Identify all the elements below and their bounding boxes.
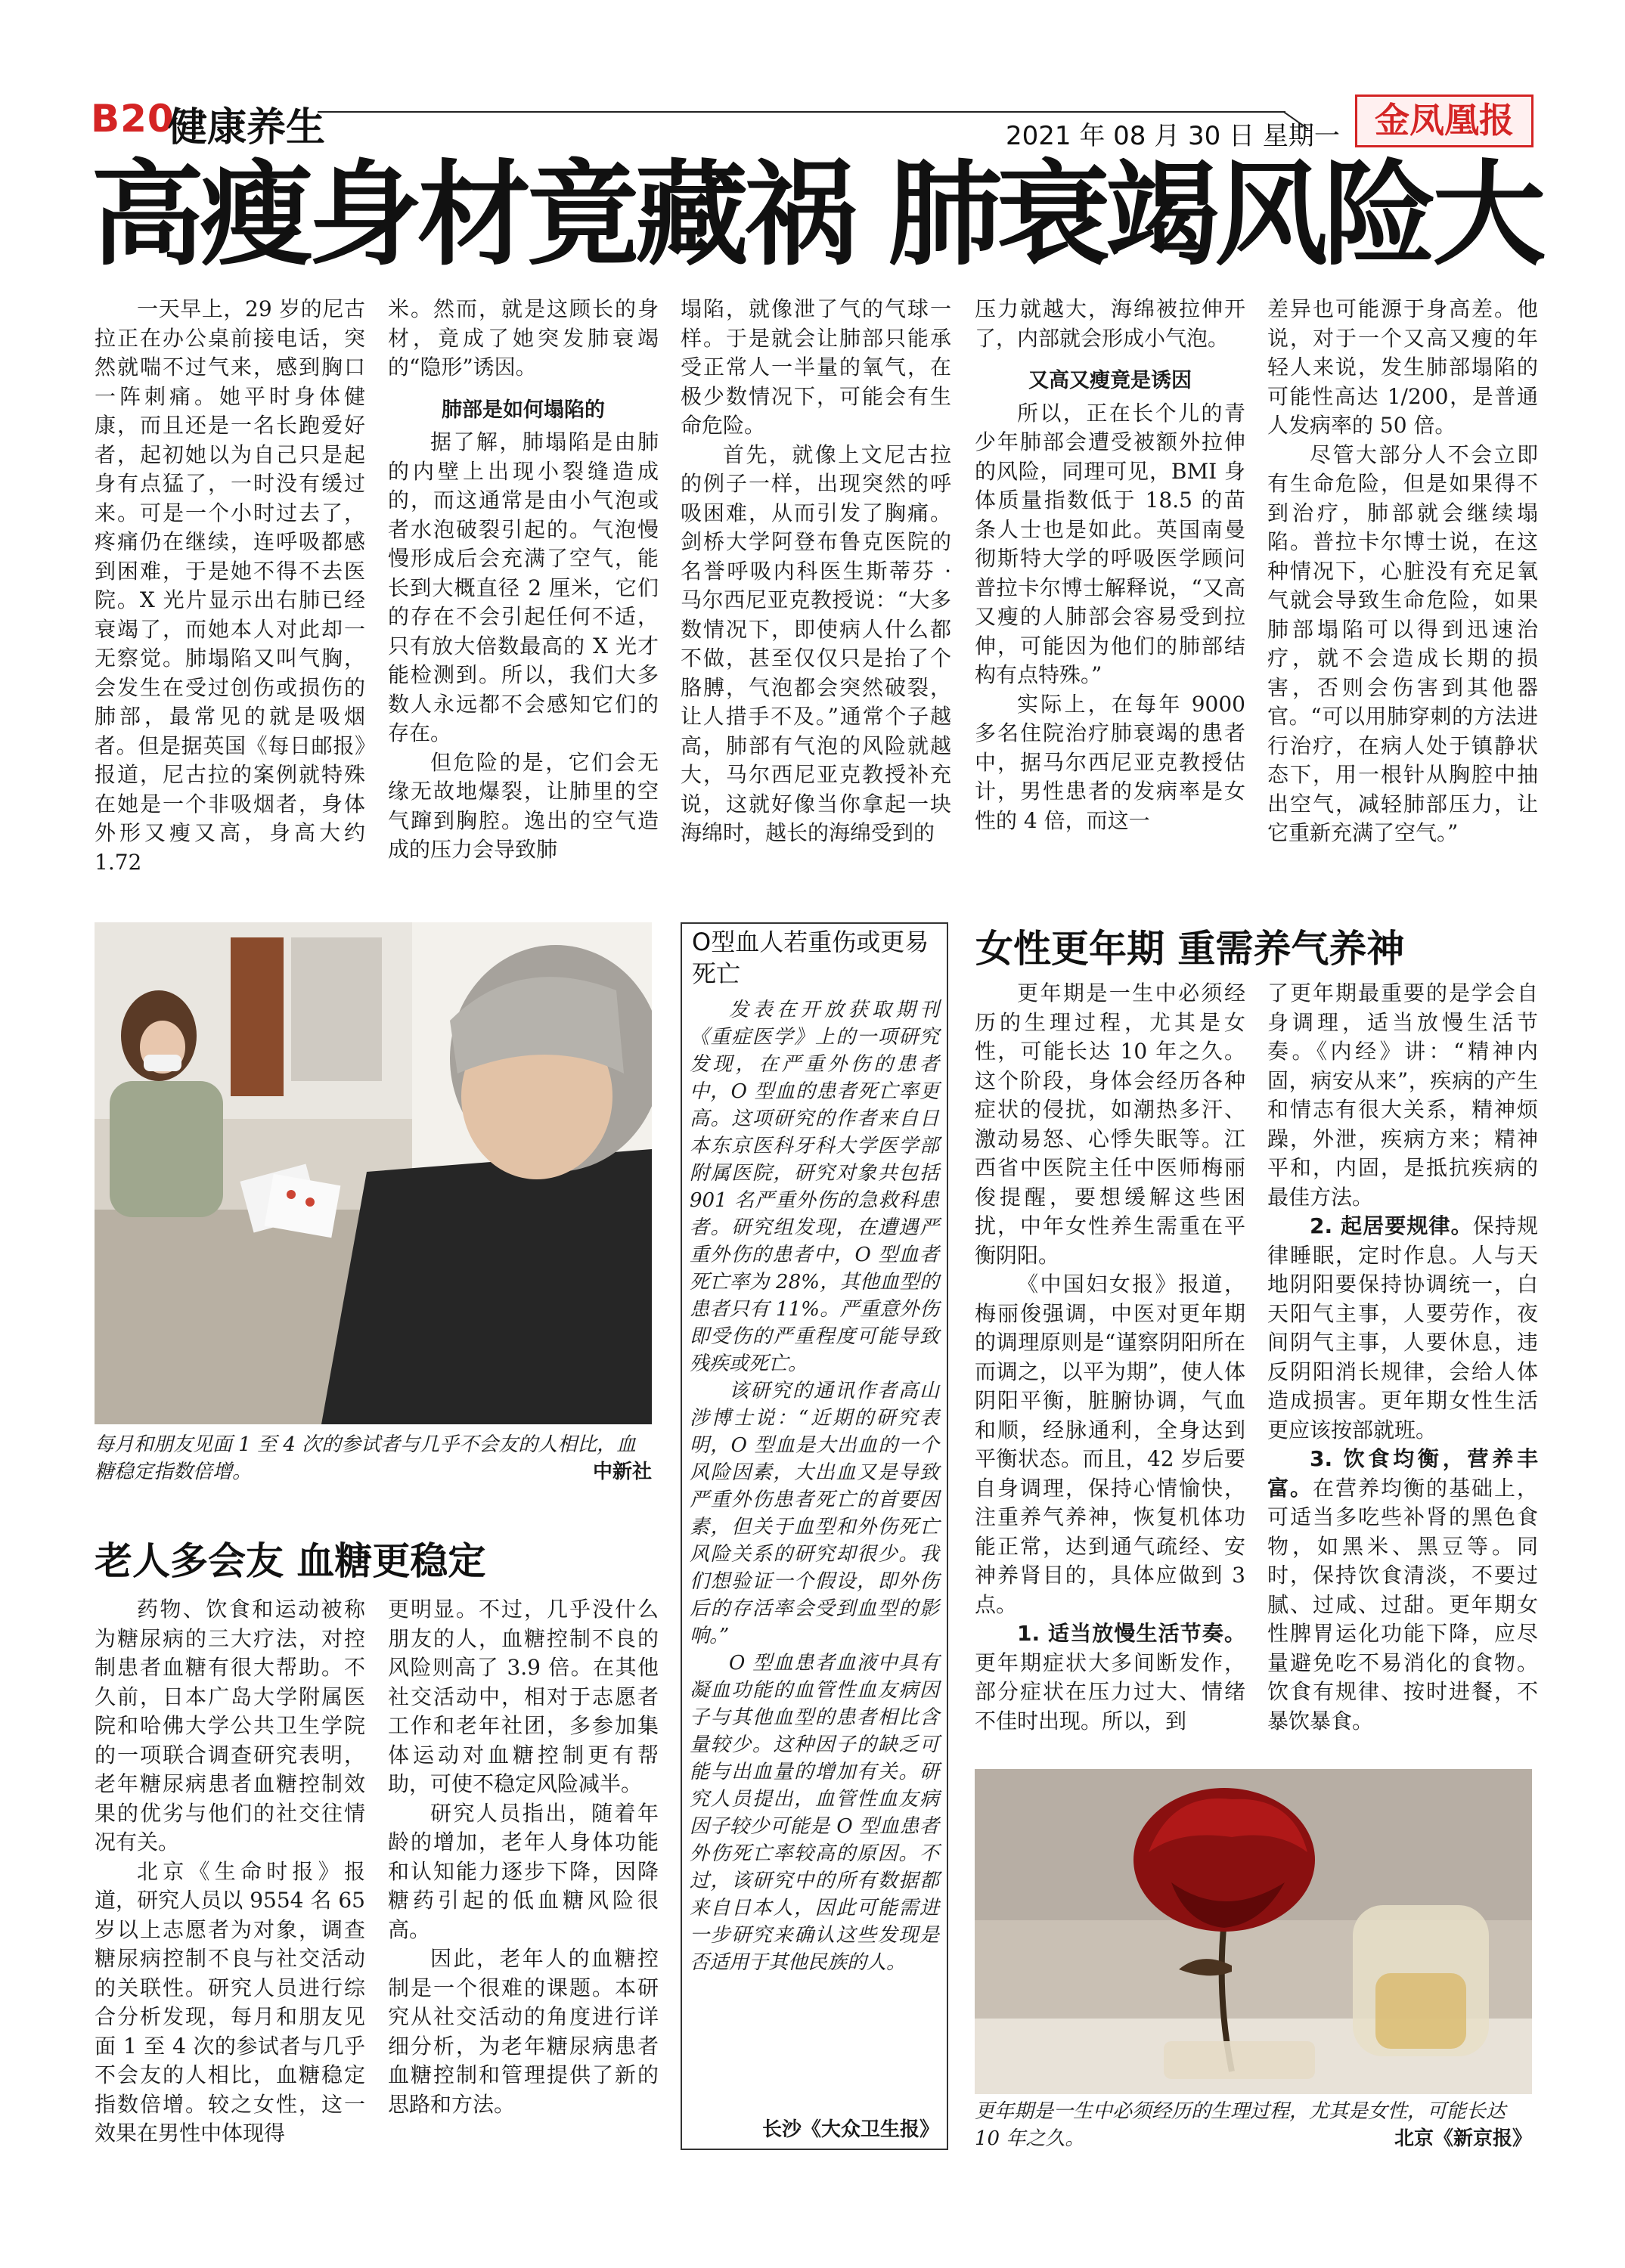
article1-column-5 — [1267, 295, 1538, 848]
paragraph: 尽管大部分人不会立即有生命危险，但是如果得不到治疗，肺部就会继续塌陷。普拉卡尔博士说，在这种情况下，心脏没有充足氧气就会导致生命危险，如果肺部塌陷可以得到迅速治疗，就不会造成长期的损害，否则会伤害到其他器官。“可以用肺穿刺的方法进行治疗，在病人处于镇静状态下，用一根针从胸腔中抽出空气，减轻肺部压力，让它重新充满了空气。” — [1267, 442, 1538, 845]
paragraph: 《中国妇女报》报道，梅丽俊强调，中医对更年期的调理原则是“谨察阴阳所在而调之，以平为期”，使人体阴阳平衡，脏腑协调，气血和顺，经脉通利，全身达到平衡状态。而且，42 岁后要自身调理，保持心情愉快，注重养气养神，恢复机体功能正常，达到通气疏经、安神养肾目的，具体应做到 3 点。 — [975, 1272, 1245, 1617]
paragraph: 更明显。不过，几乎没什么朋友的人，血糖控制不良的风险则高了 3.9 倍。在其他社交活动中，相对于志愿者工作和老年社团，多参加集体运动对血糖控制更有帮助，可使不稳定风险减半。 — [388, 1597, 659, 1796]
page-number: B20 — [91, 97, 175, 141]
paragraph-text: 更年期症状大多间断发作，部分症状在压力过大、情绪不佳时出现。所以，到 — [975, 1650, 1245, 1734]
sidebar-title: O型血人若重伤或更易死亡 — [692, 928, 929, 988]
paragraph: 所以，正在长个儿的青少年肺部会遭受被额外拉伸的风险，同理可见，BMI 身体质量指数低于 18.5 的苗条人士也是如此。英国南曼彻斯特大学的呼吸医学顾问普拉卡尔博士解释说，“又高又瘦的人肺部会容易受到拉伸，可能因为他们的肺部结构有点特殊。” — [975, 400, 1245, 687]
paragraph: 该研究的通讯作者高山涉博士说：“近期的研究表明，O 型血是大出血的一个风险因素，大出血又是导致严重外伤患者死亡的首要因素，但关于血型和外伤死亡风险关系的研究却很少。我们想验证一个假设，即外伤后的存活率会受到血型的影响。” — [690, 1380, 939, 1647]
photo-credit: 北京《新京报》 — [1394, 2127, 1532, 2150]
article1-column-2 — [388, 295, 659, 865]
paragraph: 差异也可能源于身高差。他说，对于一个又高又瘦的年轻人来说，发生肺部塌陷的可能性高达 1/200，是普通人发病率的 50 倍。 — [1267, 296, 1538, 438]
paragraph: 了更年期最重要的是学会自身调理，适当放慢生活节奏。《内经》讲：“精神内固，病安从来”，疾病的产生和情志有很大关系，精神烦躁，外泄，疾病方来；精神平和，内固，是抵抗疾病的最佳方法。 — [1267, 981, 1538, 1210]
paragraph: 压力就越大，海绵被拉伸开了，内部就会形成小气泡。 — [975, 296, 1245, 351]
paragraph: 但危险的是，它们会无缘无故地爆裂，让肺里的空气蹿到胸腔。逸出的空气造成的压力会导致肺 — [388, 749, 659, 862]
section-title: 健康养生 — [168, 105, 326, 150]
paragraph: 一天早上，29 岁的尼古拉正在办公桌前接电话，突然就喘不过气来，感到胸口一阵刺痛。她平时身体健康，而且还是一名长跑爱好者，起初她以为自己只是起身有点猛了，一时没有缓过来。可是一个小时过去了，疼痛仍在继续，连呼吸都感到困难，于是她不得不去医院。X 光片显示出右肺已经衰竭了，而她本人对此却一无察觉。肺塌陷又叫气胸，会发生在受过创伤或损伤的肺部，最常见的就是吸烟者。但是据英国《每日邮报》报道，尼古拉的案例就特殊在她是一个非吸烟者，身体外形又瘦又高，身高大约 1.72 — [95, 296, 365, 875]
photo-credit: 中新社 — [592, 1461, 652, 1483]
paragraph: 因此，老年人的血糖控制是一个很难的课题。本研究从社交活动的角度进行详细分析，为老年糖尿病患者血糖控制和管理提供了新的思路和方法。 — [388, 1946, 659, 2117]
paragraph — [1267, 1445, 1538, 1736]
article1-column-4 — [975, 295, 1245, 835]
paragraph: 塌陷，就像泄了气的气球一样。于是就会让肺部只能承受正常人一半量的氧气，在极少数情况下，可能会有生命危险。 — [681, 296, 951, 438]
photo-elderly-woman-playing-cards — [95, 922, 652, 1424]
paragraph: O 型血患者血液中具有凝血功能的血管性血友病因子与其他血型的患者相比含量较少。这种因子的缺乏可能与出血量的增加有关。研究人员提出，血管性血友病因子较少可能是 O 型血患者外伤死亡率较高的原因。不过，该研究中的所有数据都来自日本人，因此可能需进一步研究来确认这些发现是否适用于其他民族的人。 — [690, 1652, 939, 1974]
article3-heading: 女性更年期 重需养气养神 — [975, 927, 1405, 971]
paragraph — [975, 1619, 1245, 1736]
paragraph: 据了解，肺塌陷是由肺的内壁上出现小裂缝造成的，而这通常是由小气泡或者水泡破裂引起的。气泡慢慢形成后会充满了空气，能长到大概直径 2 厘米，它们的存在不会引起任何不适，只有放大倍数最高的 X 光才能检测到。所以，我们大多数人永远都不会感知它们的存在。 — [388, 429, 659, 745]
paragraph: 药物、饮食和运动被称为糖尿病的三大疗法，对控制患者血糖有很大帮助。不久前，日本广岛大学附属医院和哈佛大学公共卫生学院的一项联合调查研究表明，老年糖尿病患者血糖控制效果的优劣与他们的社交往情况有关。 — [95, 1597, 365, 1854]
article3-column-2 — [1267, 979, 1538, 1736]
article3-column-1 — [975, 979, 1245, 1736]
article1-column-3 — [681, 295, 951, 848]
paragraph: 更年期是一生中必须经历的生理过程，尤其是女性，可能长达 10 年之久。这个阶段，身体会经历各种症状的侵扰，如潮热多汗、激动易怒、心悸失眠等。江西省中医院主任中医师梅丽俊提醒，要想缓解这些困扰，中年女性养生需重在平衡阴阳。 — [975, 981, 1245, 1268]
sidebar-body — [690, 996, 939, 1976]
paragraph-text: 保持规律睡眠，定时作息。人与天地阴阳要保持协调统一，白天阳气主事，人要劳作，夜间阴气主事，人要休息，违反阴阳消长规律，会给人体造成损害。更年期女性生活更应该按部就班。 — [1267, 1213, 1538, 1442]
paragraph: 研究人员指出，随着年龄的增加，老年人身体功能和认知能力逐步下降，因降糖药引起的低血糖风险很高。 — [388, 1800, 659, 1942]
page-headline: 高瘦身材竟藏祸 肺衰竭风险大 — [91, 150, 1542, 281]
subheading: 肺部是如何塌陷的 — [442, 398, 605, 422]
paragraph: 米。然而，就是这顾长的身材，竟成了她突发肺衰竭的“隐形”诱因。 — [388, 296, 659, 380]
photo1-caption — [95, 1431, 652, 1486]
article1-column-1 — [95, 295, 365, 877]
caption-text: 更年期是一生中必须经历的生理过程，尤其是女性，可能长达 10 年之久。 — [975, 2100, 1506, 2150]
paragraph: 发表在开放获取期刊《重症医学》上的一项研究发现，在严重外伤的患者中，O 型血的患者死亡率更高。这项研究的作者来自日本东京医科牙科大学医学部附属医院，研究对象共包括 901 名严重外伤的急救科患者。研究组发现，在遭遇严重外伤的患者中，O 型血者死亡率为 28%，其他血型的患者只有 11%。严重意外伤即受伤的严重程度可能导致残疾或死亡。 — [690, 999, 939, 1375]
article2-column-2 — [388, 1595, 659, 2119]
list-lead: 1. 适当放慢生活节奏。 — [1017, 1621, 1245, 1646]
sidebar-source: 长沙《大众卫生报》 — [761, 2118, 939, 2141]
newspaper-logo: 金凤凰报 — [1355, 94, 1534, 147]
list-lead: 2. 起居要规律。 — [1310, 1213, 1473, 1238]
paragraph: 首先，就像上文尼古拉的例子一样，出现突然的呼吸困难，从而引发了胸痛。剑桥大学阿登布鲁克医院的名誉呼吸内科医生斯蒂芬 · 马尔西尼亚克教授说：“大多数情况下，即使病人什么都不做，甚至仅仅只是抬了个胳膊，气泡都会突然破裂，让人措手不及。”通常个子越高，肺部有气泡的风险就越大，马尔西尼亚克教授补充说，这就好像当你拿起一块海绵时，越长的海绵受到的 — [681, 442, 951, 845]
caption-text: 每月和朋友见面 1 至 4 次的参试者与几乎不会友的人相比，血糖稳定指数倍增。 — [95, 1433, 637, 1483]
paragraph-text: 在营养均衡的基础上，可适当多吃些补肾的黑色食物，如黑米、黑豆等。同时，保持饮食清淡，不要过腻、过咸、过甜。更年期女性脾胃运化功能下降，应尽量避免吃不易消化的食物。饮食有规律、按时进餐，不暴饮暴食。 — [1267, 1475, 1538, 1734]
photo-dried-red-rose — [975, 1769, 1532, 2094]
issue-date: 2021 年 08 月 30 日 星期一 — [1006, 121, 1340, 151]
paragraph — [1267, 1212, 1538, 1445]
paragraph: 北京《生命时报》报道，研究人员以 9554 名 65 岁以上志愿者为对象，调查糖尿病控制不良与社交活动的关联性。研究人员进行综合分析发现，每月和朋友见面 1 至 4 次的参试者与几乎不会友的人相比，血糖稳定指数倍增。较之女性，这一效果在男性中体现得 — [95, 1858, 365, 2146]
article2-column-1 — [95, 1595, 365, 2149]
header-rule — [318, 111, 1285, 113]
article2-heading: 老人多会友 血糖更稳定 — [95, 1539, 486, 1583]
subheading: 又高又瘦竟是诱因 — [1028, 369, 1192, 392]
photo2-caption — [975, 2098, 1532, 2152]
list-lead: 3. 饮食均衡，营养丰富。 — [1267, 1446, 1538, 1501]
paragraph: 实际上，在每年 9000 多名住院治疗肺衰竭的患者中，据马尔西尼亚克教授估计，男性患者的发病率是女性的 4 倍，而这一 — [975, 691, 1245, 833]
